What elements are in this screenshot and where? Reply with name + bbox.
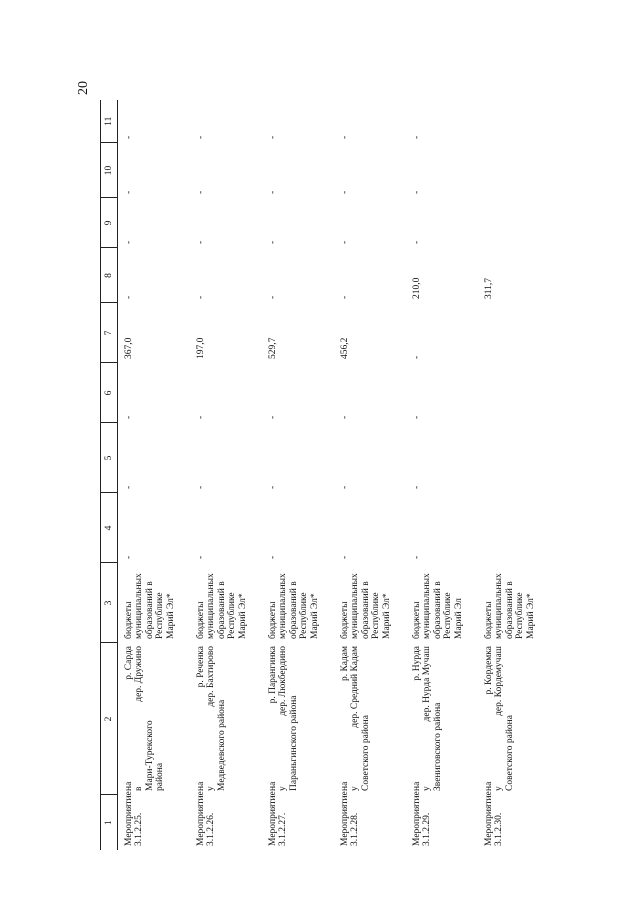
value-cell: -	[412, 135, 422, 139]
river-name: р. Кордемка	[484, 646, 494, 695]
funding-source-line: Республике	[299, 592, 310, 639]
funding-source-line: муниципальных	[422, 573, 433, 639]
value-cell	[478, 303, 554, 363]
funding-source-line: муниципальных	[134, 573, 145, 639]
funding-source-line: Марий Эл*	[381, 593, 392, 639]
value-cell: -	[268, 555, 278, 559]
river-name: р. Реченка	[196, 646, 206, 688]
table-row	[478, 100, 554, 850]
table-row	[406, 100, 478, 850]
value-cell: -	[412, 555, 422, 559]
location-preposition: у	[350, 786, 361, 791]
column-header: 9	[101, 198, 118, 248]
district-name: Советского района	[504, 715, 515, 791]
funding-source-cell	[118, 563, 191, 643]
value-cell: 197,0	[196, 337, 206, 359]
district-name: Медведевского района	[216, 699, 227, 791]
value-cell: 210,0	[412, 277, 422, 299]
funding-source-line: образований в	[504, 581, 515, 639]
village-name: дер. Кордемучаш	[494, 646, 505, 716]
location-cell	[406, 643, 478, 795]
column-header: 10	[101, 143, 118, 198]
funding-source-line: образований в	[144, 581, 155, 639]
location-preposition: у	[494, 786, 505, 791]
funding-source-line: Марий Эл*	[237, 593, 248, 639]
page-number: 20	[76, 81, 91, 95]
value-cell: 311,7	[484, 277, 494, 299]
village-name: дер. Дружино	[134, 646, 145, 702]
funding-source-cell	[406, 563, 478, 643]
value-cell: -	[340, 295, 350, 299]
value-cell: -	[268, 190, 278, 194]
value-cell: -	[412, 415, 422, 419]
measure-id-cell: Мероприятие 3.1.2.29.	[412, 791, 433, 846]
value-cell: -	[268, 415, 278, 419]
village-name: дер. Нурда Мучаш	[422, 646, 433, 722]
village-name: дер. Средний Кадам	[350, 646, 361, 728]
funding-source-line: муниципальных	[350, 573, 361, 639]
district-name: Мари-Турекского	[144, 720, 155, 791]
funding-source-line: Республике	[227, 592, 238, 639]
location-cell	[262, 643, 334, 795]
value-cell: 456,2	[340, 337, 350, 359]
table-header	[101, 100, 118, 850]
funding-source-line: образований в	[360, 581, 371, 639]
value-cell: -	[340, 240, 350, 244]
location-cell	[190, 643, 262, 795]
funding-source-cell	[478, 563, 554, 643]
value-cell: -	[124, 555, 134, 559]
value-cell: -	[196, 190, 206, 194]
column-header: 2	[101, 643, 118, 795]
value-cell: -	[268, 240, 278, 244]
value-cell: -	[196, 415, 206, 419]
measure-id-cell: Мероприятие 3.1.2.27.	[268, 791, 289, 846]
column-header: 3	[101, 563, 118, 643]
location-preposition: на	[196, 781, 206, 791]
value-cell: -	[124, 485, 134, 489]
district-name: Звениговского района	[432, 702, 443, 791]
funding-source-line: Марий Эл*	[309, 593, 320, 639]
funding-source-cell	[190, 563, 262, 643]
river-name: р. Сарда	[124, 646, 134, 680]
location-preposition: на	[124, 781, 134, 791]
measure-id-cell: Мероприятие 3.1.2.30.	[484, 791, 505, 846]
column-header: 1	[101, 795, 118, 850]
funding-source-line: образований в	[288, 581, 299, 639]
funding-source-line: муниципальных	[278, 573, 289, 639]
value-cell: -	[412, 190, 422, 194]
table-row	[190, 100, 262, 850]
funding-source-line: Республике	[371, 592, 382, 639]
district-name: Советского района	[360, 715, 371, 791]
column-header: 4	[101, 493, 118, 563]
funding-source-cell	[262, 563, 334, 643]
location-cell	[118, 643, 191, 795]
funding-source-line: бюджеты	[124, 601, 134, 639]
funding-source-line: Марий Эл*	[525, 593, 536, 639]
measure-id-cell: Мероприятие 3.1.2.28.	[340, 791, 361, 846]
table-row	[334, 100, 406, 850]
value-cell: -	[196, 240, 206, 244]
funding-source-line: Марий Эл*	[165, 593, 176, 639]
value-cell: -	[124, 135, 134, 139]
location-preposition: на	[484, 781, 494, 791]
village-name: дер. Люкбердино	[278, 646, 289, 716]
value-cell: -	[340, 415, 350, 419]
funding-source-line: муниципальных	[206, 573, 217, 639]
column-header: 8	[101, 248, 118, 303]
value-cell: -	[196, 135, 206, 139]
location-cell	[478, 643, 554, 795]
value-cell	[478, 363, 554, 423]
value-cell: -	[340, 135, 350, 139]
location-preposition: у	[422, 786, 433, 791]
location-preposition: у	[278, 786, 289, 791]
funding-source-line: Республике	[443, 592, 454, 639]
value-cell: -	[340, 190, 350, 194]
river-name: р. Кадам	[340, 646, 350, 681]
value-cell: -	[340, 555, 350, 559]
funding-source-line: образований в	[432, 581, 443, 639]
funding-source-line: бюджеты	[268, 601, 278, 639]
funding-source-line: бюджеты	[412, 601, 422, 639]
value-cell	[478, 198, 554, 248]
value-cell: -	[268, 485, 278, 489]
value-cell	[478, 143, 554, 198]
value-cell: -	[196, 295, 206, 299]
measure-id-cell: Мероприятие 3.1.2.26.	[196, 791, 217, 846]
district-name: Параньгинского района	[288, 695, 299, 791]
value-cell: 529,7	[268, 337, 278, 359]
funding-source-line: бюджеты	[196, 601, 206, 639]
funding-source-line: Марий Эл	[453, 598, 464, 639]
table-row	[118, 100, 191, 850]
value-cell: -	[412, 355, 422, 359]
column-header: 11	[101, 100, 118, 143]
value-cell: -	[268, 135, 278, 139]
column-header: 5	[101, 423, 118, 493]
value-cell: -	[340, 485, 350, 489]
measure-id-cell: Мероприятие 3.1.2.25.	[124, 791, 145, 846]
location-cell	[334, 643, 406, 795]
value-cell: -	[412, 240, 422, 244]
location-preposition: на	[412, 781, 422, 791]
funding-source-line: бюджеты	[340, 601, 350, 639]
value-cell: -	[196, 485, 206, 489]
funding-source-line: муниципальных	[494, 573, 505, 639]
river-name: р. Парангинка	[268, 646, 278, 704]
measures-table	[100, 100, 554, 850]
value-cell: -	[268, 295, 278, 299]
value-cell: -	[124, 295, 134, 299]
funding-source-line: бюджеты	[484, 601, 494, 639]
value-cell: -	[124, 190, 134, 194]
rotated-table-frame	[100, 100, 610, 850]
value-cell: -	[124, 240, 134, 244]
funding-source-line: образований в	[216, 581, 227, 639]
location-preposition: в	[134, 786, 145, 791]
location-preposition: у	[206, 786, 217, 791]
location-preposition: на	[340, 781, 350, 791]
value-cell	[478, 100, 554, 143]
table-row	[262, 100, 334, 850]
funding-source-line: Республике	[155, 592, 166, 639]
location-preposition: на	[268, 781, 278, 791]
funding-source-line: Республике	[515, 592, 526, 639]
value-cell: -	[124, 415, 134, 419]
value-cell	[478, 493, 554, 563]
river-name: р. Нурда	[412, 646, 422, 681]
column-header: 6	[101, 363, 118, 423]
value-cell: -	[196, 555, 206, 559]
district-name-cont: района	[155, 762, 166, 791]
column-header: 7	[101, 303, 118, 363]
value-cell: 367,0	[124, 337, 134, 359]
value-cell: -	[412, 485, 422, 489]
village-name: дер. Бахтирово	[206, 646, 217, 707]
table-body	[118, 100, 555, 850]
funding-source-cell	[334, 563, 406, 643]
value-cell	[478, 423, 554, 493]
